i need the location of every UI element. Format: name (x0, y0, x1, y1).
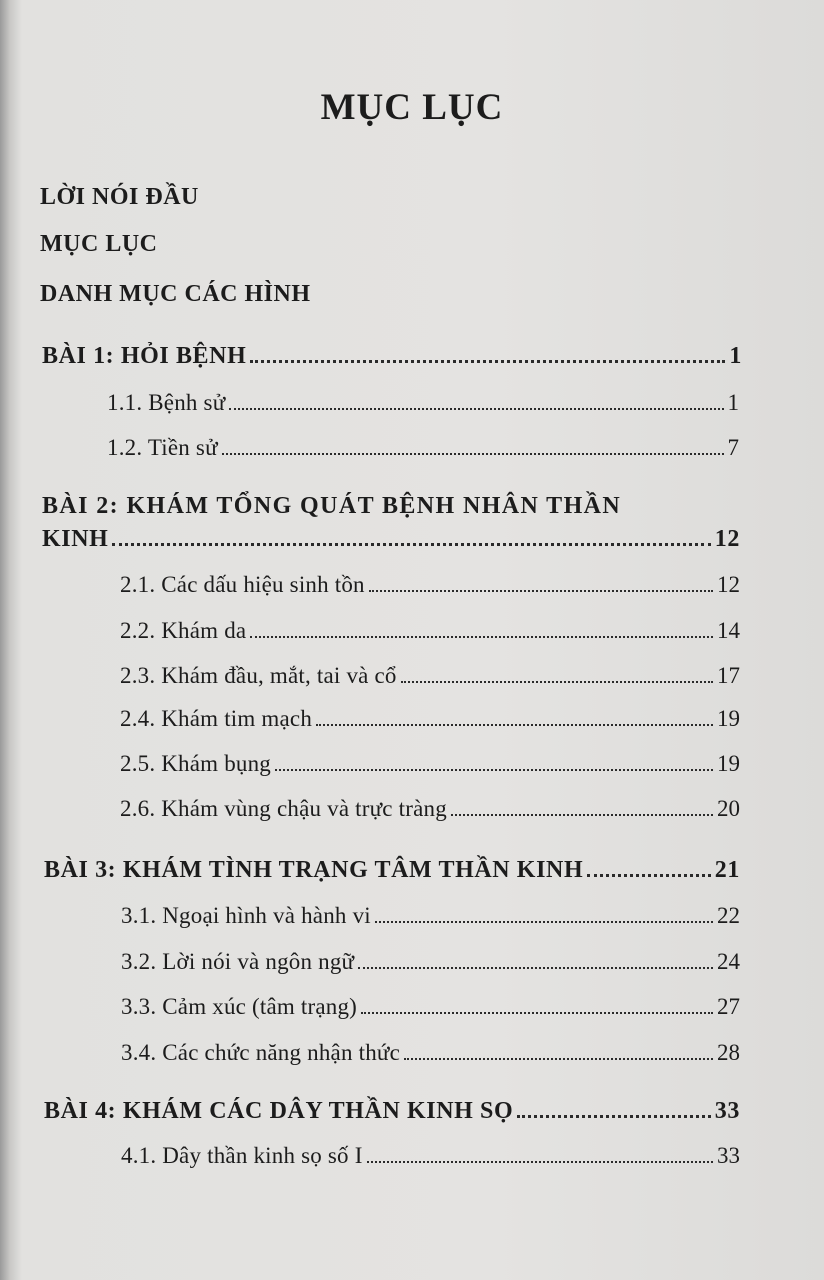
toc-entry-label: 3.2. Lời nói và ngôn ngữ (121, 949, 355, 974)
toc-entry-label: 2.5. Khám bụng (120, 751, 272, 776)
toc-entry-label: 3.1. Ngoại hình và hành vi (121, 903, 371, 928)
toc-entry-page: 24 (717, 949, 740, 974)
toc-entry-label: 3.3. Cảm xúc (tâm trạng) (121, 994, 358, 1019)
toc-section-3-1 (121, 903, 740, 929)
dot-leader (517, 1113, 711, 1118)
dot-leader (404, 1056, 713, 1060)
dot-leader (275, 767, 713, 771)
toc-entry-page: 33 (714, 1098, 740, 1124)
toc-entry-page: 7 (727, 435, 739, 460)
toc-entry-label: 2.2. Khám da (120, 618, 247, 643)
toc-entry-label: 3.4. Các chức năng nhận thức (121, 1040, 400, 1065)
toc-chapter-2 (42, 526, 740, 553)
dot-leader (250, 358, 725, 363)
toc-entry-page: 22 (717, 903, 740, 928)
toc-section-3-2 (121, 949, 740, 975)
dot-leader (358, 965, 713, 969)
toc-section-2-1 (120, 572, 740, 598)
dot-leader (316, 722, 713, 726)
toc-section-3-4 (121, 1040, 740, 1066)
toc-entry-label: 2.6. Khám vùng chậu và trực tràng (120, 796, 447, 821)
toc-entry-label: 1.2. Tiền sử (107, 435, 218, 460)
toc-section-3-3 (121, 994, 740, 1020)
toc-entry-page: 21 (714, 857, 740, 883)
front-matter-contents: MỤC LỤC (40, 231, 158, 257)
toc-entry-label: BÀI 3: KHÁM TÌNH TRẠNG TÂM THẦN KINH (44, 857, 584, 883)
toc-section-1-2 (107, 435, 739, 461)
toc-chapter-1 (42, 343, 742, 370)
toc-entry-label: 2.3. Khám đầu, mắt, tai và cổ (120, 663, 397, 688)
toc-entry-page: 28 (717, 1040, 740, 1065)
dot-leader (229, 406, 723, 410)
dot-leader (367, 1159, 713, 1163)
dot-leader (451, 812, 713, 816)
dot-leader (112, 541, 710, 546)
toc-entry-page: 12 (714, 526, 740, 552)
toc-entry-page: 1 (729, 343, 742, 369)
toc-entry-page: 1 (727, 390, 739, 415)
toc-chapter-4 (44, 1098, 740, 1125)
toc-section-1-1 (107, 390, 739, 416)
toc-entry-label: 4.1. Dây thần kinh sọ số I (121, 1143, 363, 1168)
toc-entry-label: BÀI 1: HỎI BỆNH (42, 343, 247, 369)
dot-leader (587, 872, 711, 877)
dot-leader (369, 588, 713, 592)
toc-entry-page: 33 (717, 1143, 740, 1168)
dot-leader (250, 634, 713, 638)
toc-section-2-3 (120, 663, 740, 689)
dot-leader (401, 679, 713, 683)
toc-entry-page: 19 (717, 706, 740, 731)
toc-chapter-2-first-line: BÀI 2: KHÁM TỔNG QUÁT BỆNH NHÂN THẦN (42, 493, 622, 519)
dot-leader (375, 919, 713, 923)
toc-section-4-1 (121, 1143, 740, 1169)
toc-section-2-4 (120, 706, 740, 732)
toc-entry-label: KINH (42, 526, 109, 552)
toc-chapter-3 (44, 857, 740, 884)
toc-entry-page: 12 (717, 572, 740, 597)
front-matter-preface: LỜI NÓI ĐẦU (40, 184, 199, 210)
dot-leader (361, 1010, 713, 1014)
toc-entry-label: 1.1. Bệnh sử (107, 390, 226, 415)
toc-entry-page: 20 (717, 796, 740, 821)
toc-entry-label: 2.4. Khám tim mạch (120, 706, 313, 731)
toc-entry-label: BÀI 4: KHÁM CÁC DÂY THẦN KINH SỌ (44, 1098, 514, 1124)
toc-entry-page: 17 (717, 663, 740, 688)
front-matter-figures: DANH MỤC CÁC HÌNH (40, 281, 311, 307)
toc-entry-page: 19 (717, 751, 740, 776)
toc-entry-page: 27 (717, 994, 740, 1019)
toc-entry-label: 2.1. Các dấu hiệu sinh tồn (120, 572, 365, 597)
dot-leader (222, 451, 724, 455)
page-title: MỤC LỤC (320, 87, 504, 128)
toc-entry-page: 14 (717, 618, 740, 643)
toc-section-2-6 (120, 796, 740, 822)
toc-section-2-5 (120, 751, 740, 777)
toc-section-2-2 (120, 618, 740, 644)
